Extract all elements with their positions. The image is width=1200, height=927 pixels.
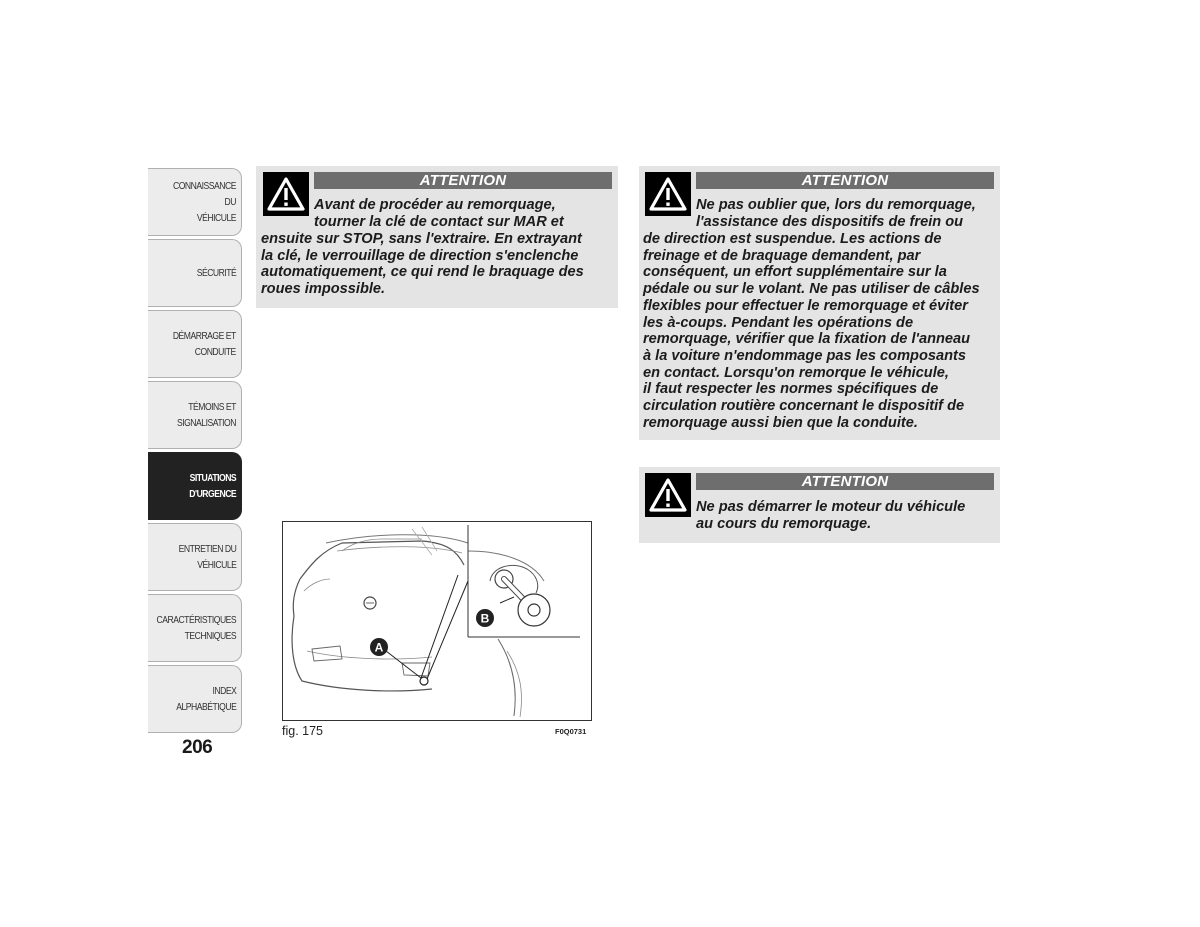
tab-entretien-du-vehicule[interactable]	[148, 523, 242, 591]
warning-text-indented: Ne pas oublier que, lors du remorquage, l'assistance des dispositifs de frein ou	[696, 197, 976, 230]
warning-text: ensuite sur STOP, sans l'extraire. En extrayant la clé, le verrouillage de direction s'enclenche automatiquement, ce qui rend le braquage des roues impossible.	[261, 231, 584, 298]
warning-box-steering-lock	[256, 166, 618, 308]
tab-temoins-et-signalisation[interactable]	[148, 381, 242, 449]
warning-header: ATTENTION	[696, 172, 994, 189]
warning-text-indented: Ne pas démarrer le moteur du véhicule au cours du remorquage.	[696, 499, 966, 532]
tab-index-alphabetique[interactable]	[148, 665, 242, 733]
tab-label: CONNAISSANCE DU VÉHICULE	[173, 180, 236, 224]
tab-connaissance-du-vehicule[interactable]	[148, 168, 242, 236]
car-rear-illustration	[282, 521, 592, 736]
figure-code: F0Q0731	[555, 727, 587, 736]
warning-box-engine-start	[639, 467, 1000, 543]
tab-label: TÉMOINS ET SIGNALISATION	[176, 401, 236, 429]
tab-label: ENTRETIEN DU VÉHICULE	[178, 543, 236, 571]
warning-triangle-icon	[645, 172, 691, 216]
callout-b-label: B	[480, 611, 490, 626]
tab-label: SITUATIONS D'URGENCE	[189, 472, 236, 500]
warning-header: ATTENTION	[314, 172, 612, 189]
tab-securite[interactable]	[148, 239, 242, 307]
warning-header: ATTENTION	[696, 473, 994, 490]
warning-text: de direction est suspendue. Les actions de freinage et de braquage demandent, par conséquent, un effort supplémentaire sur la pédale ou sur le volant. Ne pas utiliser de câbles flexibles pour effectuer le remorquage et éviter les à-coups. Pendant les opérations de remorquage, vérifier que la fixation de l'anneau à la voiture n'endommage pas les composants en contact. Lorsqu'on remorque le véhicule, il faut respecter les normes spécifiques de circulation routière concernant le dispositif de remorquage aussi bien que la conduite.	[643, 231, 980, 431]
callout-a-label: A	[374, 640, 384, 655]
tab-label: INDEX ALPHABÉTIQUE	[175, 685, 236, 713]
warning-triangle-icon	[645, 473, 691, 517]
tab-label: DÉMARRAGE ET CONDUITE	[173, 330, 236, 358]
warning-text-indented: Avant de procéder au remorquage, tourner la clé de contact sur MAR et	[314, 197, 564, 230]
tab-caracteristiques-techniques[interactable]	[148, 594, 242, 662]
warning-box-brake-assist	[639, 166, 1000, 440]
towing-figure	[282, 521, 592, 736]
figure-caption: fig. 175	[282, 724, 324, 738]
tab-label: SÉCURITÉ	[196, 267, 236, 279]
page-number: 206	[182, 737, 213, 758]
warning-triangle-icon	[263, 172, 309, 216]
tab-situations-d-urgence[interactable]	[148, 452, 242, 520]
tab-demarrage-et-conduite[interactable]	[148, 310, 242, 378]
tab-label: CARACTÉRISTIQUES TECHNIQUES	[156, 614, 236, 642]
